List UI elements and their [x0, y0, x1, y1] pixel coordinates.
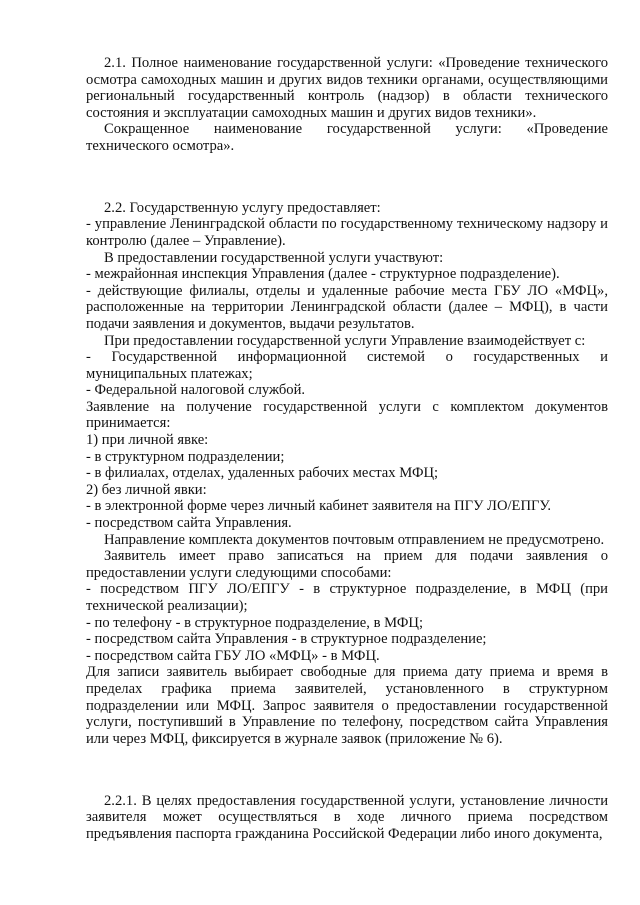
- paragraph-3: 2.2. Государственную услугу предоставляет:: [104, 199, 381, 216]
- document-page: [86, 55, 608, 842]
- paragraph-15: 2) без личной явки:: [86, 481, 207, 498]
- paragraph-10: - Федеральной налоговой службой.: [86, 382, 306, 399]
- paragraph-1: Сокращенное наименование государственной услуги: «Проведение технического осмотра».: [86, 121, 608, 154]
- paragraph-spacer: [86, 762, 608, 778]
- paragraph-12: 1) при личной явке:: [86, 432, 209, 449]
- paragraph-9: - Государственной информационной системой о государственных и муниципальных платежах;: [86, 349, 608, 382]
- paragraph-8: При предоставлении государственной услуги Управление взаимодействует с:: [104, 332, 586, 349]
- paragraph-14: - в филиалах, отделах, удаленных рабочих местах МФЦ;: [86, 465, 439, 482]
- paragraph-17: - посредством сайта Управления.: [86, 515, 292, 532]
- paragraph-23: - посредством сайта ГБУ ЛО «МФЦ» - в МФЦ.: [86, 647, 380, 664]
- paragraph-18: Направление комплекта документов почтовым отправлением не предусмотрено.: [104, 531, 605, 548]
- paragraph-11: Заявление на получение государственной услуги с комплектом документов принимается:: [86, 398, 608, 432]
- paragraph-19: Заявитель имеет право записаться на прием для подачи заявления о предоставлении услуги следующими способами:: [86, 548, 608, 581]
- paragraph-16: - в электронной форме через личный кабинет заявителя на ПГУ ЛО/ЕПГУ.: [86, 498, 552, 515]
- paragraph-24: Для записи заявитель выбирает свободные для приема дату приема и время в пределах графика приема заявителей, установленного в структурном подразделении или МФЦ. Запрос заявителя о предоставлении государственной услуги, поступивший в Управление по телефону, посредством сайта Управления или через МФЦ, фиксируется в журнале заявок (приложение № 6).: [86, 664, 608, 747]
- paragraph-spacer: [86, 169, 608, 185]
- paragraph-7: - действующие филиалы, отделы и удаленные рабочие места ГБУ ЛО «МФЦ», расположенные на территории Ленинградской области (далее – МФЦ), в части подачи заявления и документов, выдачи результатов.: [86, 282, 608, 332]
- paragraph-13: - в структурном подразделении;: [86, 448, 285, 465]
- paragraph-26: 2.2.1. В целях предоставления государственной услуги, установление личности заявителя может осуществляться в ходе личного приема посредством предъявления паспорта гражданина Российской Федерации либо иного документа,: [86, 792, 608, 842]
- paragraph-4: - управление Ленинградской области по государственному техническому надзору и контролю (далее – Управление).: [86, 216, 608, 249]
- paragraph-0: 2.1. Полное наименование государственной услуги: «Проведение технического осмотра самоходных машин и других видов техники органами, осуществляющими региональный государственный контроль (надзор) в области технического состояния и эксплуатации самоходных машин и других видов техники».: [86, 55, 608, 121]
- paragraph-21: - по телефону - в структурное подразделение, в МФЦ;: [86, 614, 424, 631]
- paragraph-6: - межрайонная инспекция Управления (далее - структурное подразделение).: [86, 266, 560, 283]
- paragraph-5: В предоставлении государственной услуги участвуют:: [104, 249, 444, 266]
- paragraph-22: - посредством сайта Управления - в структурное подразделение;: [86, 631, 487, 648]
- paragraph-20: - посредством ПГУ ЛО/ЕПГУ - в структурное подразделение, в МФЦ (при технической реализации);: [86, 581, 608, 614]
